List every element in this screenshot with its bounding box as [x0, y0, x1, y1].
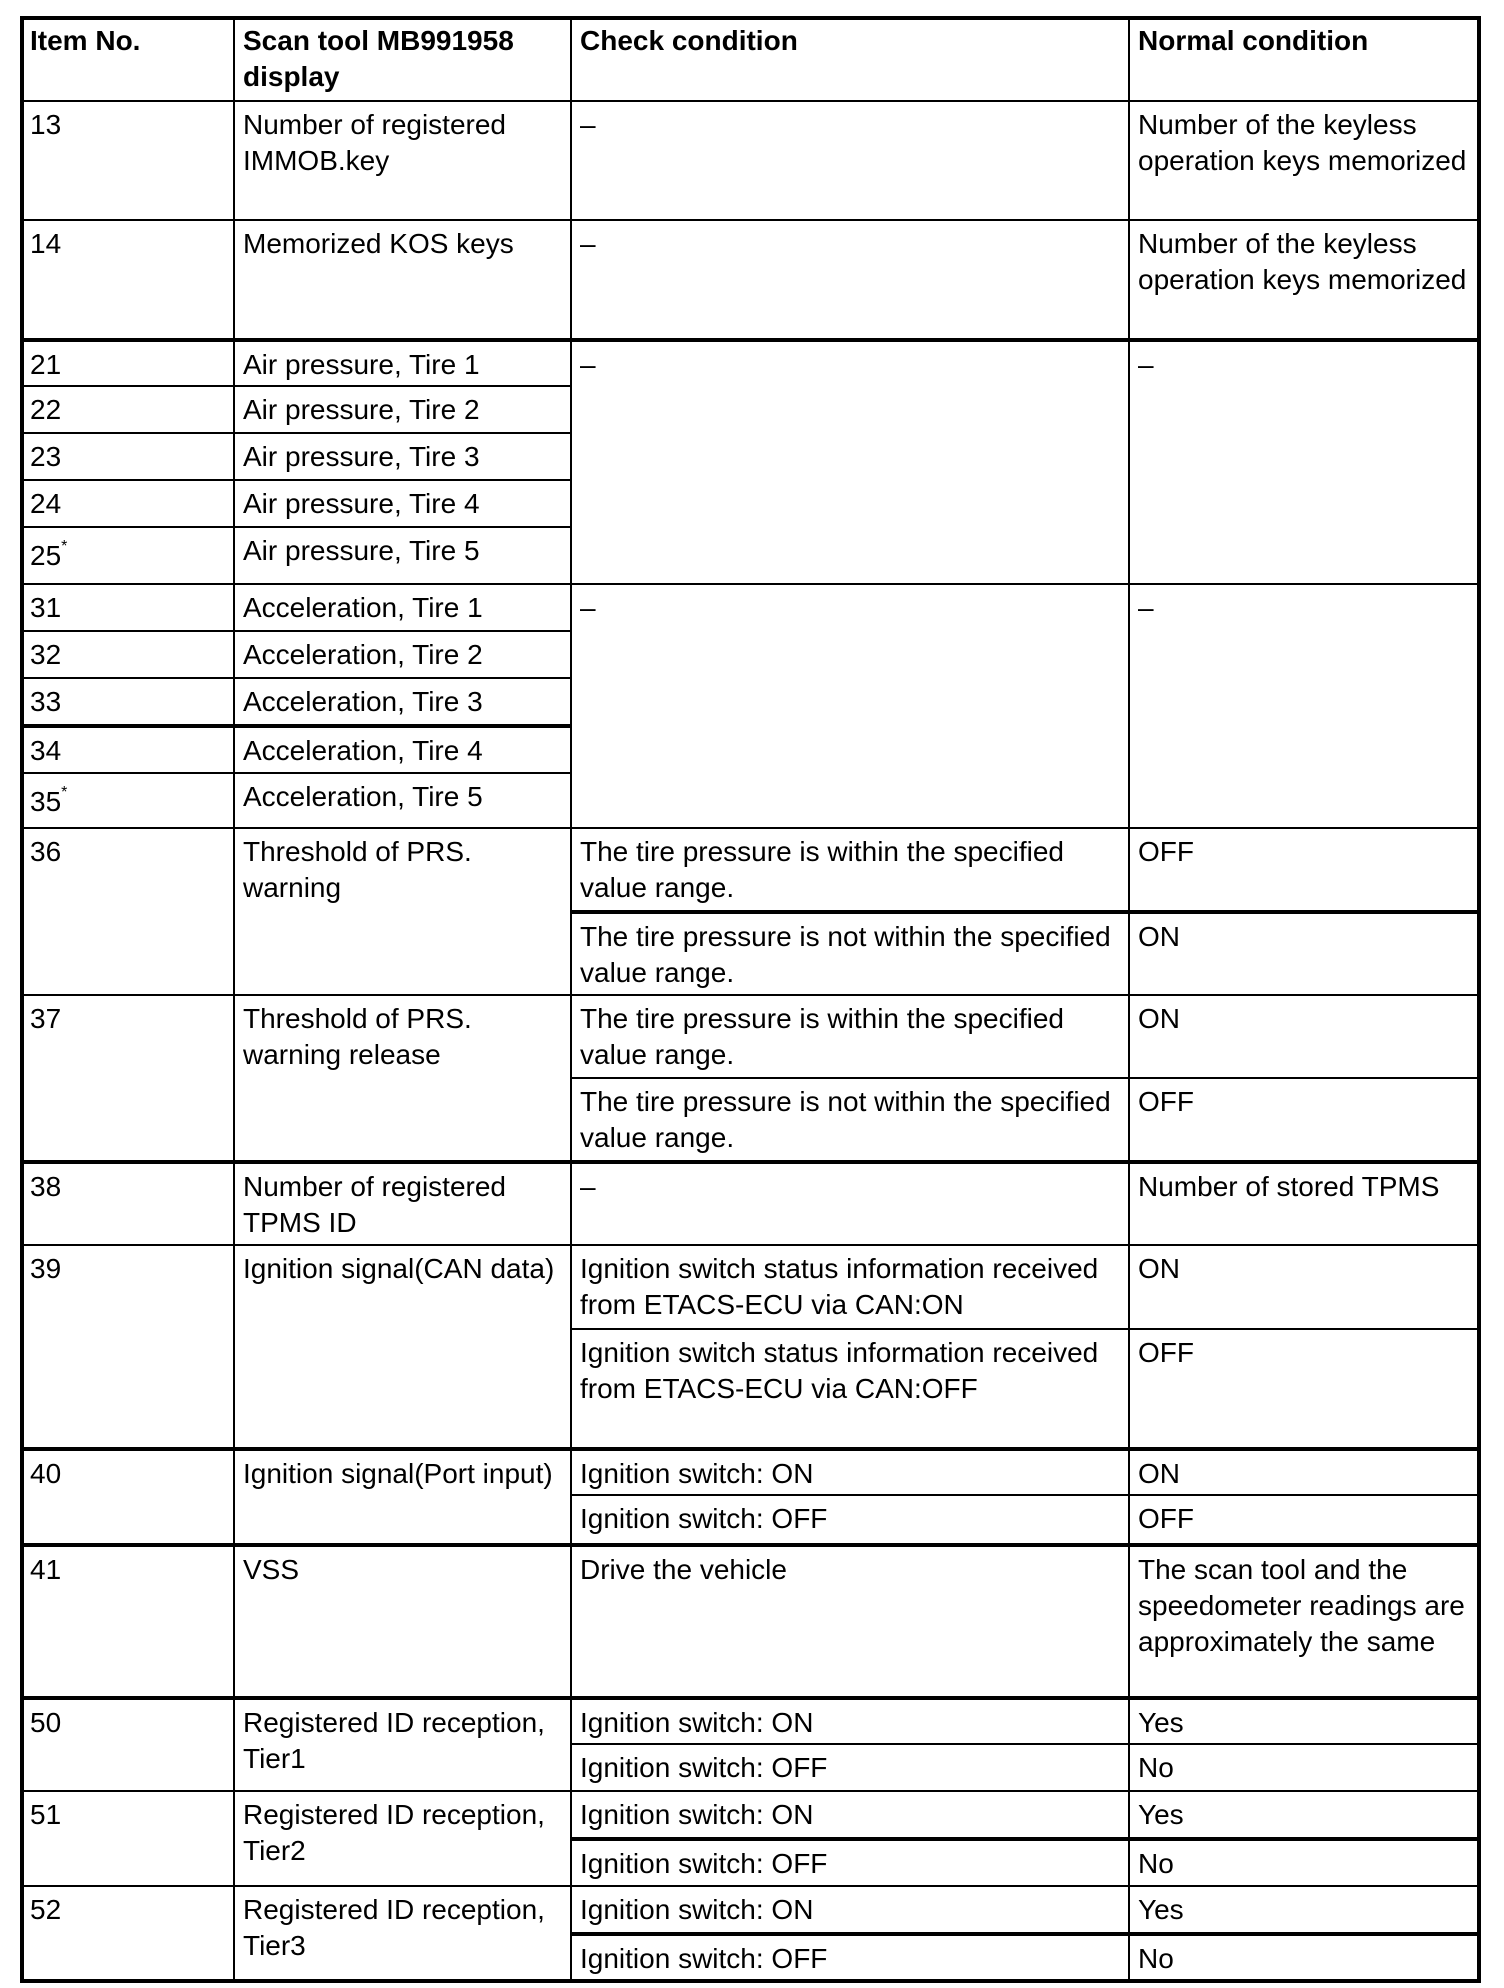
normal-condition-cell: Yes — [1128, 1790, 1480, 1839]
group-check-condition-cell: – — [570, 583, 1130, 829]
check-condition-cell: The tire pressure is within the specified value range. — [570, 994, 1130, 1079]
normal-condition-cell: Number of stored TPMS — [1128, 1160, 1480, 1246]
display-cell: Memorized KOS keys — [233, 219, 572, 340]
check-condition-cell: Drive the vehicle — [570, 1543, 1130, 1698]
item-no-cell: 36 — [20, 827, 235, 996]
display-cell: Acceleration, Tire 4 — [233, 724, 572, 774]
item-no-cell: 33 — [20, 677, 235, 726]
item-no-cell: 39 — [20, 1244, 235, 1449]
display-cell: Acceleration, Tire 1 — [233, 583, 572, 632]
display-cell: Number of registered TPMS ID — [233, 1160, 572, 1246]
group-normal-condition-cell: – — [1128, 338, 1480, 585]
item-no-cell: 31 — [20, 583, 235, 632]
group-check-condition-cell: – — [570, 338, 1130, 585]
check-condition-cell: Ignition switch status information received from ETACS-ECU via CAN:ON — [570, 1244, 1130, 1330]
item-no-cell: 38 — [20, 1160, 235, 1246]
check-condition-cell: The tire pressure is not within the specified value range. — [570, 910, 1130, 996]
item-no-cell: 13 — [20, 100, 235, 221]
group-normal-condition-cell: – — [1128, 583, 1480, 829]
normal-condition-cell: ON — [1128, 1244, 1480, 1330]
check-condition-cell: Ignition switch status information received from ETACS-ECU via CAN:OFF — [570, 1328, 1130, 1449]
check-condition-cell: Ignition switch: OFF — [570, 1837, 1130, 1887]
check-condition-cell: Ignition switch: OFF — [570, 1932, 1130, 1982]
normal-condition-cell: OFF — [1128, 827, 1480, 912]
item-no-cell — [20, 772, 235, 829]
display-cell: Air pressure, Tire 3 — [233, 432, 572, 481]
header-normal-condition: Normal condition — [1128, 16, 1480, 102]
check-condition-cell: Ignition switch: OFF — [570, 1494, 1130, 1545]
item-no-cell — [20, 526, 235, 585]
check-condition-cell: The tire pressure is not within the specified value range. — [570, 1077, 1130, 1162]
item-no-cell: 40 — [20, 1447, 235, 1545]
item-no-cell: 37 — [20, 994, 235, 1162]
display-cell: Number of registered IMMOB.key — [233, 100, 572, 221]
display-cell: Ignition signal(CAN data) — [233, 1244, 572, 1449]
item-no-cell: 51 — [20, 1790, 235, 1887]
display-cell: Registered ID reception, Tier1 — [233, 1696, 572, 1792]
normal-condition-cell: No — [1128, 1932, 1480, 1982]
check-condition-cell: Ignition switch: ON — [570, 1447, 1130, 1496]
normal-condition-cell: OFF — [1128, 1328, 1480, 1449]
display-cell: Air pressure, Tire 5 — [233, 526, 572, 585]
display-cell: Registered ID reception, Tier3 — [233, 1885, 572, 1982]
footnote-marker: * — [61, 784, 68, 801]
item-no-cell: 22 — [20, 385, 235, 434]
header-item-no: Item No. — [20, 16, 235, 102]
normal-condition-cell: ON — [1128, 1447, 1480, 1496]
check-condition-cell: – — [570, 1160, 1130, 1246]
display-cell: Acceleration, Tire 3 — [233, 677, 572, 726]
display-cell: Threshold of PRS. warning release — [233, 994, 572, 1162]
normal-condition-cell: ON — [1128, 994, 1480, 1079]
item-no-cell: 23 — [20, 432, 235, 481]
check-condition-cell: The tire pressure is within the specified value range. — [570, 827, 1130, 912]
item-no-cell: 41 — [20, 1543, 235, 1698]
display-cell: Acceleration, Tire 2 — [233, 630, 572, 679]
normal-condition-cell: The scan tool and the speedometer readings are approximately the same — [1128, 1543, 1480, 1698]
normal-condition-cell: ON — [1128, 910, 1480, 996]
normal-condition-cell: Number of the keyless operation keys memorized — [1128, 100, 1480, 221]
display-cell: Ignition signal(Port input) — [233, 1447, 572, 1545]
normal-condition-cell: OFF — [1128, 1077, 1480, 1162]
header-scan-tool-display: Scan tool MB991958 display — [233, 16, 572, 102]
normal-condition-cell: No — [1128, 1743, 1480, 1792]
display-cell: Air pressure, Tire 1 — [233, 338, 572, 387]
item-no-cell: 32 — [20, 630, 235, 679]
item-no: 25 — [30, 540, 62, 571]
normal-condition-cell: OFF — [1128, 1494, 1480, 1545]
check-condition-cell: Ignition switch: ON — [570, 1885, 1130, 1934]
display-cell: Registered ID reception, Tier2 — [233, 1790, 572, 1887]
normal-condition-cell: No — [1128, 1837, 1480, 1887]
item-no-cell: 21 — [20, 338, 235, 387]
item-no-cell: 52 — [20, 1885, 235, 1982]
display-cell: Threshold of PRS. warning — [233, 827, 572, 996]
check-condition-cell: – — [570, 219, 1130, 340]
normal-condition-cell: Yes — [1128, 1696, 1480, 1745]
check-condition-cell: Ignition switch: ON — [570, 1790, 1130, 1839]
display-cell: Acceleration, Tire 5 — [233, 772, 572, 829]
header-check-condition: Check condition — [570, 16, 1130, 102]
display-cell: Air pressure, Tire 2 — [233, 385, 572, 434]
normal-condition-cell: Number of the keyless operation keys memorized — [1128, 219, 1480, 340]
check-condition-cell: Ignition switch: OFF — [570, 1743, 1130, 1792]
check-condition-cell: Ignition switch: ON — [570, 1696, 1130, 1745]
item-no: 35 — [30, 786, 62, 817]
item-no-cell: 24 — [20, 479, 235, 528]
normal-condition-cell: Yes — [1128, 1885, 1480, 1934]
item-no-cell: 34 — [20, 724, 235, 774]
check-condition-cell: – — [570, 100, 1130, 221]
footnote-marker: * — [61, 538, 68, 555]
item-no-cell: 14 — [20, 219, 235, 340]
display-cell: Air pressure, Tire 4 — [233, 479, 572, 528]
item-no-cell: 50 — [20, 1696, 235, 1792]
display-cell: VSS — [233, 1543, 572, 1698]
